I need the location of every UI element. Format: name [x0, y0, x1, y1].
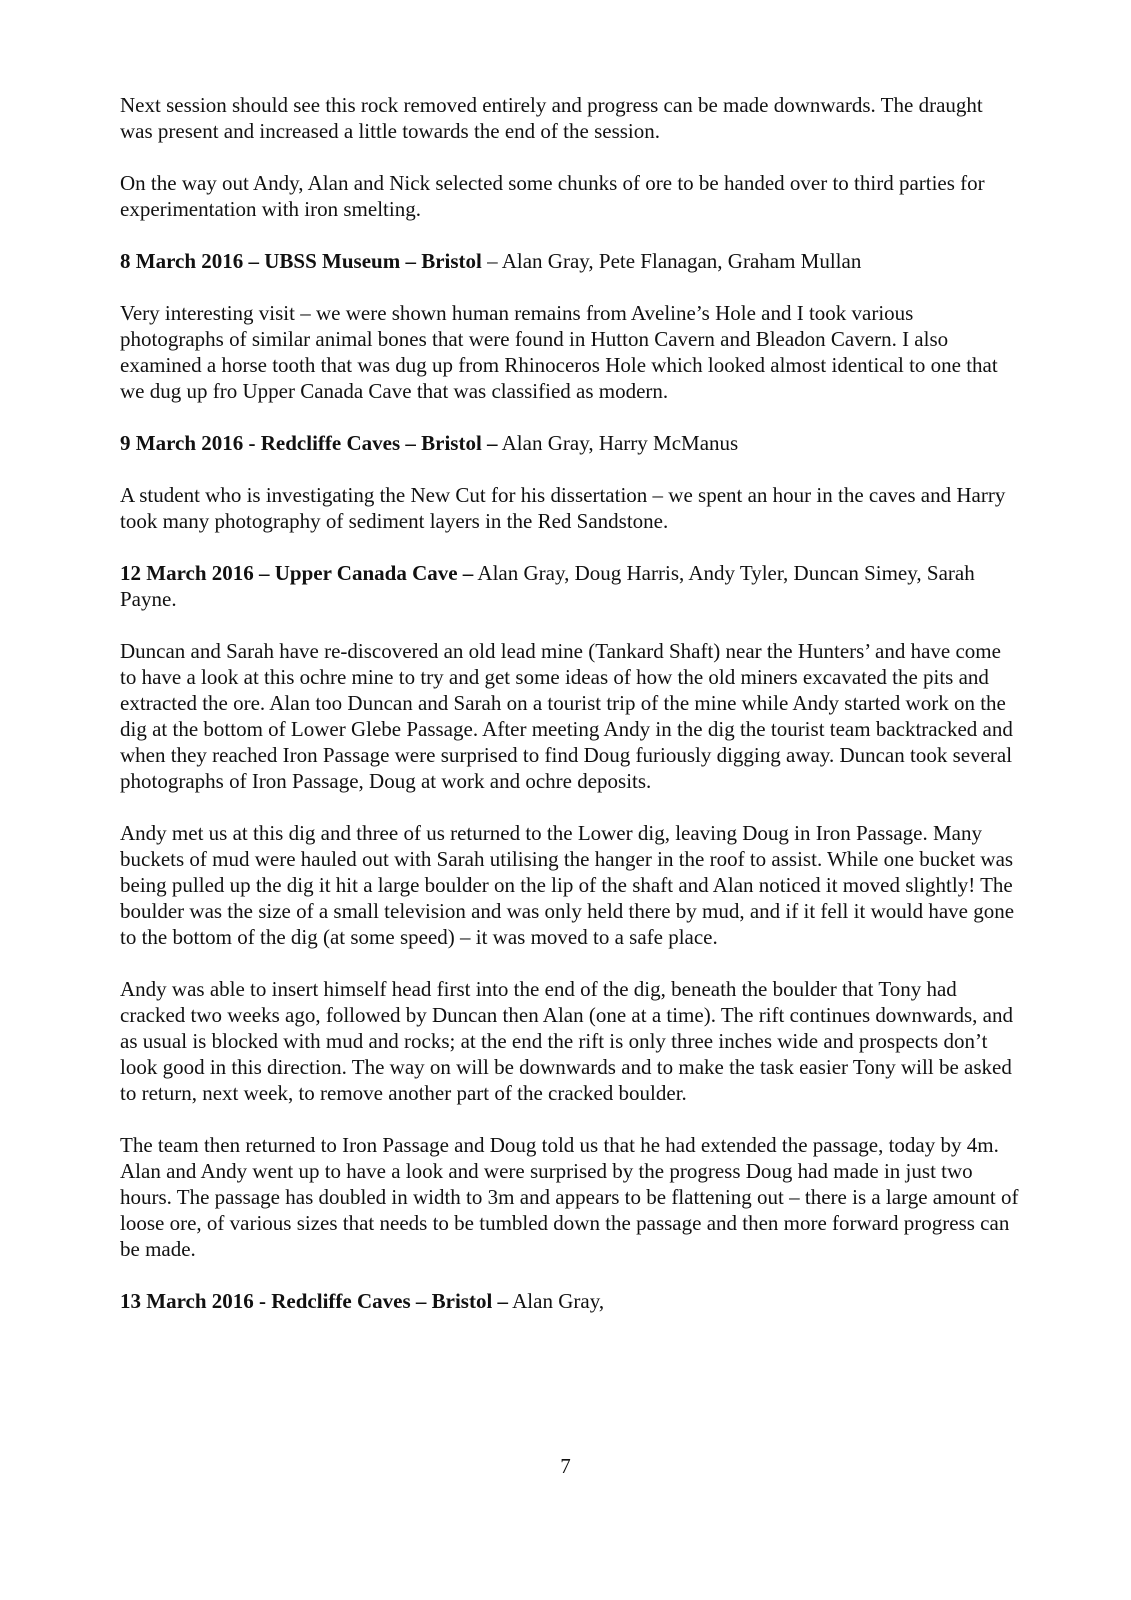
- entry-heading: [120, 560, 1020, 612]
- entry-heading: [120, 1288, 1020, 1314]
- body-paragraph: Duncan and Sarah have re-discovered an old lead mine (Tankard Shaft) near the Hunters’ and have come to have a look at this ochre mine to try and get some ideas of how the old miners excavated the pits and extracted the ore. Alan too Duncan and Sarah on a tourist trip of the mine while Andy started work on the dig at the bottom of Lower Glebe Passage. After meeting Andy in the dig the tourist team backtracked and when they reached Iron Passage were surprised to find Doug furiously digging away. Duncan took several photographs of Iron Passage, Doug at work and ochre deposits.: [120, 639, 1013, 793]
- entry-heading: [120, 430, 1020, 456]
- entry-heading-attendees: Alan Gray, Doug Harris, Andy Tyler, Duncan Simey, Sarah Payne.: [120, 561, 975, 611]
- page-number: 7: [560, 1454, 571, 1478]
- entry-heading-attendees: – Alan Gray, Pete Flanagan, Graham Mullan: [481, 249, 862, 273]
- body-paragraph: Very interesting visit – we were shown human remains from Aveline’s Hole and I took various photographs of similar animal bones that were found in Hutton Cavern and Bleadon Cavern. I also examined a horse tooth that was dug up from Rhinoceros Hole which looked almost identical to one that we dug up fro Upper Canada Cave that was classified as modern.: [120, 301, 998, 403]
- page-body: [120, 92, 1020, 1340]
- body-paragraph: The team then returned to Iron Passage and Doug told us that he had extended the passage, today by 4m. Alan and Andy went up to have a look and were surprised by the progress Doug had made in just two hours. The passage has doubled in width to 3m and appears to be flattening out – there is a large amount of loose ore, of various sizes that needs to be tumbled down the passage and then more forward progress can be made.: [120, 1133, 1019, 1261]
- entry-heading-title: 13 March 2016 - Redcliffe Caves – Bristol –: [120, 1289, 509, 1313]
- body-paragraph: A student who is investigating the New Cut for his dissertation – we spent an hour in the caves and Harry took many photography of sediment layers in the Red Sandstone.: [120, 483, 1006, 533]
- entry-heading-title: 9 March 2016 - Redcliffe Caves – Bristol –: [120, 431, 498, 455]
- body-paragraph: On the way out Andy, Alan and Nick selected some chunks of ore to be handed over to third parties for experimentation with iron smelting.: [120, 171, 985, 221]
- entry-heading-title: 8 March 2016 – UBSS Museum – Bristol: [120, 249, 482, 273]
- body-paragraph: Next session should see this rock removed entirely and progress can be made downwards. The draught was present and increased a little towards the end of the session.: [120, 93, 983, 143]
- body-paragraph: Andy met us at this dig and three of us returned to the Lower dig, leaving Doug in Iron Passage. Many buckets of mud were hauled out with Sarah utilising the hanger in the roof to assist. While one bucket was being pulled up the dig it hit a large boulder on the lip of the shaft and Alan noticed it moved slightly! The boulder was the size of a small television and was only held there by mud, and if it fell it would have gone to the bottom of the dig (at some speed) – it was moved to a safe place.: [120, 821, 1015, 949]
- entry-heading-attendees: Alan Gray,: [508, 1289, 605, 1313]
- entry-heading-title: 12 March 2016 – Upper Canada Cave –: [120, 561, 474, 585]
- body-paragraph: Andy was able to insert himself head first into the end of the dig, beneath the boulder that Tony had cracked two weeks ago, followed by Duncan then Alan (one at a time). The rift continues downwards, and as usual is blocked with mud and rocks; at the end the rift is only three inches wide and prospects don’t look good in this direction. The way on will be downwards and to make the task easier Tony will be asked to return, next week, to remove another part of the cracked boulder.: [120, 977, 1014, 1105]
- entry-heading: [120, 248, 1020, 274]
- entry-heading-attendees: Alan Gray, Harry McManus: [497, 431, 739, 455]
